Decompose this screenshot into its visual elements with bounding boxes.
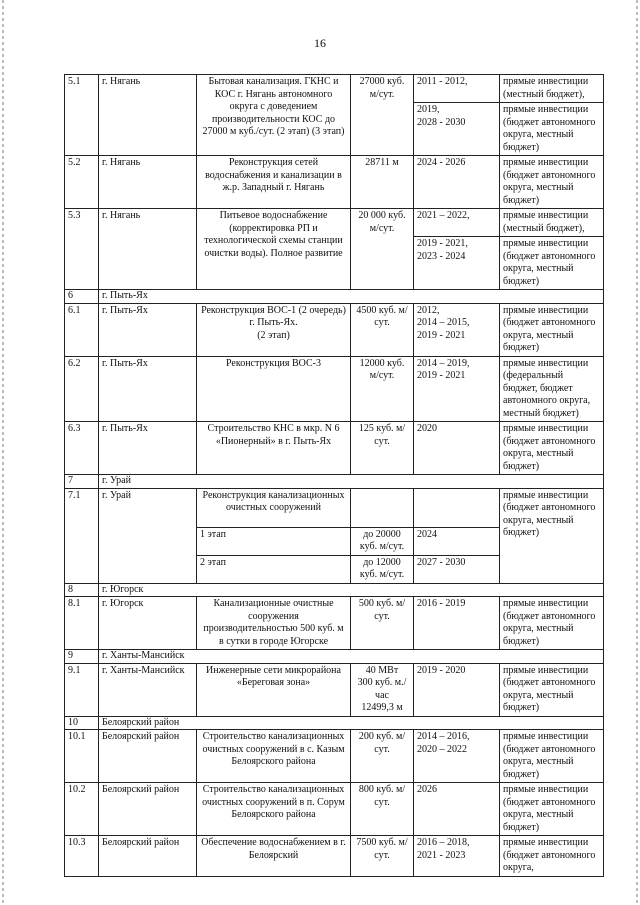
place-cell: Белоярский район [99, 836, 197, 877]
section-title: г. Урай [99, 475, 604, 489]
table-row [65, 303, 604, 356]
capacity-cell: до 12000 куб. м/сут. [351, 555, 414, 583]
stage-label: 1 этап [197, 527, 351, 555]
page-number: 16 [314, 36, 326, 50]
row-number: 5.1 [65, 75, 99, 156]
section-row [65, 475, 604, 489]
period-cell: 2021 – 2022, [414, 209, 500, 237]
projects-table [64, 74, 604, 877]
table-row [65, 75, 604, 103]
table-row [65, 488, 604, 527]
row-number: 7 [65, 475, 99, 489]
project-cell: Инженерные сети микрорайона «Береговая зона» [197, 663, 351, 716]
period-cell: 2026 [414, 783, 500, 836]
project-cell: Бытовая канализация. ГКНС и КОС г. Нягань автономного округа с доведением производительности КОС до 27000 м куб./сут. (2 этап) (3 этап) [197, 75, 351, 156]
row-number: 5.3 [65, 209, 99, 290]
source-cell: прямые инвестиции (бюджет автономного округа, местный бюджет) [500, 303, 604, 356]
project-cell: Обеспечение водоснабжением в г. Белоярский [197, 836, 351, 877]
row-number: 8.1 [65, 597, 99, 650]
period-cell: 2027 - 2030 [414, 555, 500, 583]
place-cell: г. Нягань [99, 156, 197, 209]
row-number: 9 [65, 650, 99, 664]
period-cell: 2016 - 2019 [414, 597, 500, 650]
period-cell: 2019 - 2020 [414, 663, 500, 716]
period-cell: 2020 [414, 422, 500, 475]
table-row [65, 156, 604, 209]
capacity-cell: 800 куб. м/сут. [351, 783, 414, 836]
source-cell: прямые инвестиции (бюджет автономного округа, местный бюджет) [500, 663, 604, 716]
project-cell: Строительство канализационных очистных сооружений в п. Сорум Белоярского района [197, 783, 351, 836]
capacity-cell: 500 куб. м/сут. [351, 597, 414, 650]
source-cell: прямые инвестиции (бюджет автономного округа, местный бюджет) [500, 237, 604, 290]
row-number: 9.1 [65, 663, 99, 716]
capacity-cell: 7500 куб. м/сут. [351, 836, 414, 877]
section-row [65, 716, 604, 730]
row-number: 6.3 [65, 422, 99, 475]
period-cell: 2019, 2028 - 2030 [414, 103, 500, 156]
source-cell: прямые инвестиции (бюджет автономного округа, местный бюджет) [500, 730, 604, 783]
place-cell: г. Пыть-Ях [99, 356, 197, 422]
place-cell: г. Нягань [99, 209, 197, 290]
table-row [65, 836, 604, 877]
project-cell: Реконструкция ВОС-1 (2 очередь) г. Пыть-Ях. (2 этап) [197, 303, 351, 356]
section-title: г. Ханты-Мансийск [99, 650, 604, 664]
place-cell: г. Югорск [99, 597, 197, 650]
capacity-cell: 27000 куб. м/сут. [351, 75, 414, 156]
capacity-cell: 125 куб. м/сут. [351, 422, 414, 475]
section-row [65, 650, 604, 664]
source-cell: прямые инвестиции (бюджет автономного округа, местный бюджет) [500, 597, 604, 650]
section-row [65, 583, 604, 597]
source-cell: прямые инвестиции (местный бюджет), [500, 75, 604, 103]
capacity-cell: 40 МВт 300 куб. м./час 12499,3 м [351, 663, 414, 716]
source-cell: прямые инвестиции (бюджет автономного округа, местный бюджет) [500, 156, 604, 209]
project-cell: Питьевое водоснабжение (корректировка РП и технологической схемы станции очистки воды). Полное развитие [197, 209, 351, 290]
row-number: 8 [65, 583, 99, 597]
project-cell: Реконструкция ВОС-3 [197, 356, 351, 422]
source-cell: прямые инвестиции (бюджет автономного округа, местный бюджет) [500, 103, 604, 156]
place-cell: г. Урай [99, 488, 197, 583]
table-row [65, 209, 604, 237]
place-cell: Белоярский район [99, 783, 197, 836]
table-row [65, 730, 604, 783]
row-number: 10 [65, 716, 99, 730]
period-cell: 2024 - 2026 [414, 156, 500, 209]
period-cell: 2019 - 2021, 2023 - 2024 [414, 237, 500, 290]
row-number: 6 [65, 290, 99, 304]
source-cell: прямые инвестиции (бюджет автономного округа, местный бюджет) [500, 783, 604, 836]
row-number: 10.1 [65, 730, 99, 783]
section-title: г. Югорск [99, 583, 604, 597]
scan-edge-right [636, 0, 638, 905]
capacity-cell: 4500 куб. м/сут. [351, 303, 414, 356]
period-cell: 2024 [414, 527, 500, 555]
table-row [65, 663, 604, 716]
capacity-cell: 28711 м [351, 156, 414, 209]
capacity-cell: до 20000 куб. м/сут. [351, 527, 414, 555]
place-cell: г. Пыть-Ях [99, 303, 197, 356]
project-cell: Строительство канализационных очистных сооружений в с. Казым Белоярского района [197, 730, 351, 783]
row-number: 6.1 [65, 303, 99, 356]
capacity-cell: 12000 куб. м/сут. [351, 356, 414, 422]
table-row [65, 783, 604, 836]
section-title: Белоярский район [99, 716, 604, 730]
period-cell: 2012, 2014 – 2015, 2019 - 2021 [414, 303, 500, 356]
period-cell [414, 488, 500, 527]
row-number: 6.2 [65, 356, 99, 422]
capacity-cell: 20 000 куб. м/сут. [351, 209, 414, 290]
place-cell: г. Нягань [99, 75, 197, 156]
scan-edge-left [2, 0, 4, 905]
project-cell: Строительство КНС в мкр. N 6 «Пионерный» в г. Пыть-Ях [197, 422, 351, 475]
place-cell: г. Ханты-Мансийск [99, 663, 197, 716]
table-row [65, 356, 604, 422]
period-cell: 2014 – 2019, 2019 - 2021 [414, 356, 500, 422]
capacity-cell: 200 куб. м/сут. [351, 730, 414, 783]
row-number: 10.2 [65, 783, 99, 836]
place-cell: г. Пыть-Ях [99, 422, 197, 475]
table-row [65, 597, 604, 650]
source-cell: прямые инвестиции (местный бюджет), [500, 209, 604, 237]
row-number: 10.3 [65, 836, 99, 877]
period-cell: 2011 - 2012, [414, 75, 500, 103]
project-cell: Реконструкция канализационных очистных сооружений [197, 488, 351, 527]
source-cell: прямые инвестиции (бюджет автономного округа, местный бюджет) [500, 422, 604, 475]
period-cell: 2014 – 2016, 2020 – 2022 [414, 730, 500, 783]
table-row [65, 422, 604, 475]
stage-label: 2 этап [197, 555, 351, 583]
section-row [65, 290, 604, 304]
source-cell: прямые инвестиции (бюджет автономного округа, местный бюджет) [500, 488, 604, 583]
source-cell: прямые инвестиции (бюджет автономного округа, [500, 836, 604, 877]
project-cell: Реконструкция сетей водоснабжения и канализации в ж.р. Западный г. Нягань [197, 156, 351, 209]
project-cell: Канализационные очистные сооружения производительностью 500 куб. м в сутки в городе Югорске [197, 597, 351, 650]
capacity-cell [351, 488, 414, 527]
row-number: 7.1 [65, 488, 99, 583]
period-cell: 2016 – 2018, 2021 - 2023 [414, 836, 500, 877]
source-cell: прямые инвестиции (федеральный бюджет, бюджет автономного округа, местный бюджет) [500, 356, 604, 422]
place-cell: Белоярский район [99, 730, 197, 783]
section-title: г. Пыть-Ях [99, 290, 604, 304]
row-number: 5.2 [65, 156, 99, 209]
